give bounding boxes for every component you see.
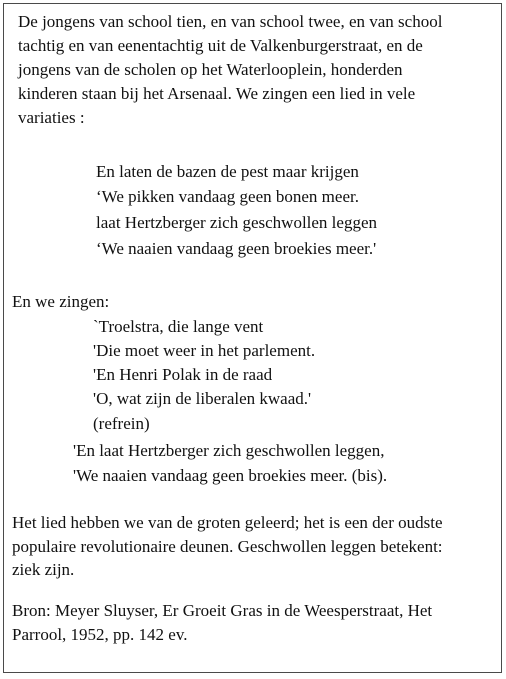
song2-refrain-label: (refrein) bbox=[93, 414, 150, 433]
song1-line: laat Hertzberger zich geschwollen leggen bbox=[96, 213, 377, 232]
explanation-line: ziek zijn. bbox=[12, 560, 75, 579]
explanation-line: Het lied hebben we van de groten geleerd; het is een der oudste bbox=[12, 513, 443, 532]
song1-line: En laten de bazen de pest maar krijgen bbox=[96, 162, 359, 181]
intro-line: jongens van de scholen op het Waterlooplein, honderden bbox=[18, 60, 403, 79]
song1-line: ‘We pikken vandaag geen bonen meer. bbox=[96, 187, 359, 206]
intro-line: De jongens van school tien, en van school twee, en van school bbox=[18, 12, 443, 31]
source-line: Bron: Meyer Sluyser, Er Groeit Gras in de Weesperstraat, Het bbox=[12, 601, 433, 620]
explanation-line: populaire revolutionaire deunen. Geschwollen leggen betekent: bbox=[12, 537, 443, 556]
refrain-line: 'We naaien vandaag geen broekies meer. (bis). bbox=[73, 466, 388, 485]
second-intro: En we zingen: bbox=[12, 292, 110, 311]
intro-line: kinderen staan bij het Arsenaal. We zingen een lied in vele bbox=[18, 84, 416, 103]
intro-line: variaties : bbox=[18, 108, 85, 127]
song2-line: `Troelstra, die lange vent bbox=[93, 317, 264, 336]
refrain-line: 'En laat Hertzberger zich geschwollen leggen, bbox=[73, 441, 385, 460]
song2-line: 'Die moet weer in het parlement. bbox=[93, 341, 316, 360]
song2-line: 'O, wat zijn de liberalen kwaad.' bbox=[93, 389, 312, 408]
source-line: Parrool, 1952, pp. 142 ev. bbox=[12, 625, 188, 644]
song1-line: ‘We naaien vandaag geen broekies meer.' bbox=[96, 239, 377, 258]
intro-line: tachtig en van eenentachtig uit de Valkenburgerstraat, en de bbox=[18, 36, 423, 55]
song2-line: 'En Henri Polak in de raad bbox=[93, 365, 273, 384]
